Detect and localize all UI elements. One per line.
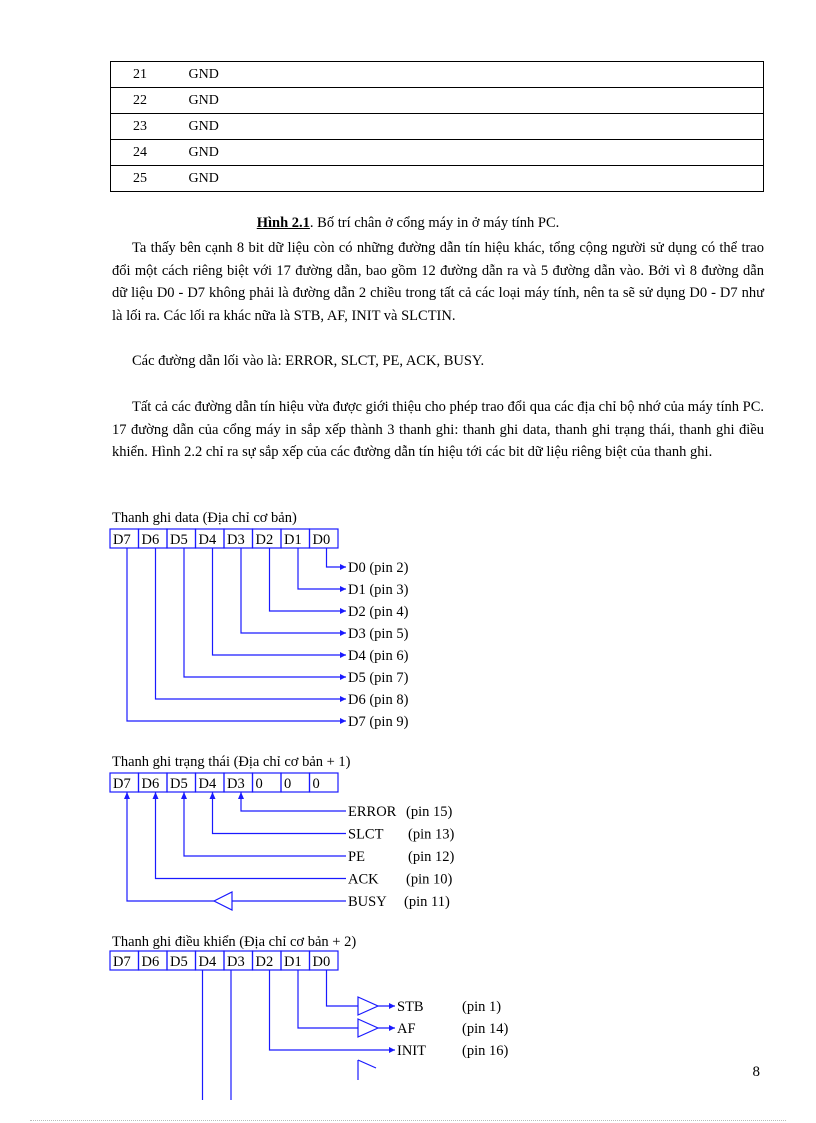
control-wire	[358, 1060, 376, 1068]
status-input-pin: (pin 10)	[406, 871, 453, 888]
register-cell-label: D3	[227, 532, 245, 548]
status-wire	[213, 792, 347, 834]
register-cell-label: D3	[227, 776, 245, 792]
register-cell-label: D4	[198, 776, 217, 792]
data-output-label: D4 (pin 6)	[348, 648, 409, 664]
arrow-icon	[153, 792, 159, 799]
register-cell-label: 0	[312, 776, 320, 792]
data-register-title: Thanh ghi data (Địa chỉ cơ bản)	[112, 510, 297, 526]
control-output-pin: (pin 16)	[462, 1043, 509, 1059]
arrow-icon	[238, 792, 244, 799]
arrow-icon	[210, 792, 216, 799]
data-output-label: D5 (pin 7)	[348, 670, 409, 686]
register-cell-label: D6	[141, 776, 160, 792]
status-input-pin: (pin 13)	[408, 826, 455, 843]
control-register-wires	[203, 970, 509, 1100]
arrow-icon	[340, 564, 346, 570]
control-output-name: INIT	[397, 1043, 426, 1059]
paragraph-1-text: Ta thấy bên cạnh 8 bit dữ liệu còn có những đường dẫn tín hiệu khác, tổng cộng người sử dụng có thể trao đổi một cách riêng biệt với 17 đường dẫn, bao gồm 12 đường dẫn ra và 5 đường dẫn vào. Bởi vì 8 đường dẫn dữ liệu D0 - D7 không phải là đường dẫn 2 chiều trong tất cả các loại máy tính, nên ta sẽ sử dụng D0 - D7 như là lối ra. Các lối ra khác nữa là STB, AF, INIT và SLCTIN.	[112, 240, 764, 324]
arrow-icon	[340, 652, 346, 658]
arrow-icon	[181, 792, 187, 799]
page-number: 8	[752, 1064, 760, 1080]
data-output-label: D3 (pin 5)	[348, 626, 409, 642]
inverter-icon	[214, 892, 232, 910]
arrow-icon	[340, 718, 346, 724]
pin-number-cell: 21	[111, 62, 187, 88]
figure-caption-text: . Bố trí chân ở cổng máy in ở máy tính PC.	[309, 215, 560, 231]
pin-number-cell: 25	[111, 166, 187, 192]
arrow-icon	[340, 696, 346, 702]
paragraph-2-text: Các đường dẫn lối vào là: ERROR, SLCT, PE, ACK, BUSY.	[132, 353, 485, 369]
pin-signal-cell: GND	[187, 140, 764, 166]
pin-number-cell: 24	[111, 140, 187, 166]
register-cell-label: D1	[284, 954, 302, 970]
register-cell-label: D7	[113, 954, 131, 970]
control-register-title: Thanh ghi điều khiển (Địa chỉ cơ bản + 2)	[112, 934, 357, 950]
arrow-icon	[340, 630, 346, 636]
register-cell-label: D7	[113, 532, 131, 548]
pin-number-cell: 22	[111, 88, 187, 114]
buffer-icon	[358, 1019, 378, 1037]
status-register-title: Thanh ghi trạng thái (Địa chỉ cơ bản + 1)	[112, 754, 351, 770]
data-output-label: D1 (pin 3)	[348, 582, 409, 598]
control-wire	[270, 970, 396, 1050]
data-register-cells	[110, 529, 338, 548]
pin-number-cell: 23	[111, 114, 187, 140]
arrow-icon	[340, 674, 346, 680]
data-output-label: D7 (pin 9)	[348, 714, 409, 730]
figure-label: Hình 2.1	[256, 215, 310, 231]
register-cell-label: D5	[170, 954, 188, 970]
register-cell-label: 0	[284, 776, 292, 792]
register-cell-label: D7	[113, 776, 131, 792]
status-wire	[184, 792, 346, 856]
status-register-wires	[124, 792, 454, 910]
arrow-icon	[389, 1025, 395, 1031]
register-cell-label: D0	[312, 532, 331, 548]
status-input-name: ACK	[348, 871, 379, 888]
control-register-cells	[110, 951, 338, 970]
bottom-rule	[30, 1120, 786, 1121]
status-input-name: BUSY	[348, 894, 387, 910]
pin-signal-cell: GND	[187, 166, 764, 192]
data-wire	[327, 548, 347, 567]
register-cell-label: D5	[170, 776, 188, 792]
status-input-pin: (pin 11)	[404, 894, 450, 910]
arrow-icon	[389, 1047, 395, 1053]
register-cell-label: D0	[312, 954, 331, 970]
data-output-label: D0 (pin 2)	[348, 560, 409, 576]
control-output-pin: (pin 14)	[462, 1021, 509, 1037]
register-cell-label: D6	[141, 954, 160, 970]
control-output-pin: (pin 1)	[462, 999, 502, 1015]
data-wire	[270, 548, 347, 611]
status-input-name: PE	[348, 849, 365, 865]
paragraph-3-text: Tất cả các đường dẫn tín hiệu vừa được giới thiệu cho phép trao đổi qua các địa chỉ bộ nhớ của máy tính PC. 17 đường dẫn của cổng máy in sắp xếp thành 3 thanh ghi: thanh ghi data, thanh ghi trạng thái, thanh ghi điều khiển. Hình 2.2 chỉ ra sự sắp xếp của các đường dẫn tín hiệu tới các bit dữ liệu riêng biệt của thanh ghi.	[112, 399, 764, 460]
data-wire	[298, 548, 346, 589]
status-input-name: ERROR	[348, 804, 397, 820]
data-output-label: D6 (pin 8)	[348, 692, 409, 708]
control-wire	[327, 970, 359, 1006]
pin-signal-cell: GND	[187, 88, 764, 114]
data-wire	[127, 548, 346, 721]
register-cell-label: D2	[255, 532, 274, 548]
arrow-icon	[340, 586, 346, 592]
buffer-icon	[358, 997, 378, 1015]
register-cell-label: D4	[198, 532, 217, 548]
pin-signal-cell: GND	[187, 114, 764, 140]
data-wire	[241, 548, 346, 633]
arrow-icon	[389, 1003, 395, 1009]
register-cell-label: 0	[255, 776, 263, 792]
data-output-label: D2 (pin 4)	[348, 604, 409, 620]
status-input-pin: (pin 12)	[408, 849, 455, 865]
data-wire	[184, 548, 346, 677]
arrow-icon	[124, 792, 130, 799]
register-cell-label: D6	[141, 532, 160, 548]
control-wire	[298, 970, 358, 1028]
status-register-cells	[110, 773, 338, 792]
register-cell-label: D5	[170, 532, 188, 548]
status-input-pin: (pin 15)	[406, 804, 453, 820]
control-output-name: AF	[397, 1021, 416, 1037]
pin-signal-cell: GND	[187, 62, 764, 88]
status-wire	[241, 792, 346, 811]
register-cell-label: D2	[255, 954, 274, 970]
register-cell-label: D4	[198, 954, 217, 970]
arrow-icon	[340, 608, 346, 614]
status-input-name: SLCT	[348, 826, 384, 843]
status-wire	[127, 792, 214, 901]
control-output-name: STB	[397, 999, 424, 1015]
register-cell-label: D1	[284, 532, 302, 548]
data-register-wires	[127, 548, 409, 730]
register-cell-label: D3	[227, 954, 245, 970]
